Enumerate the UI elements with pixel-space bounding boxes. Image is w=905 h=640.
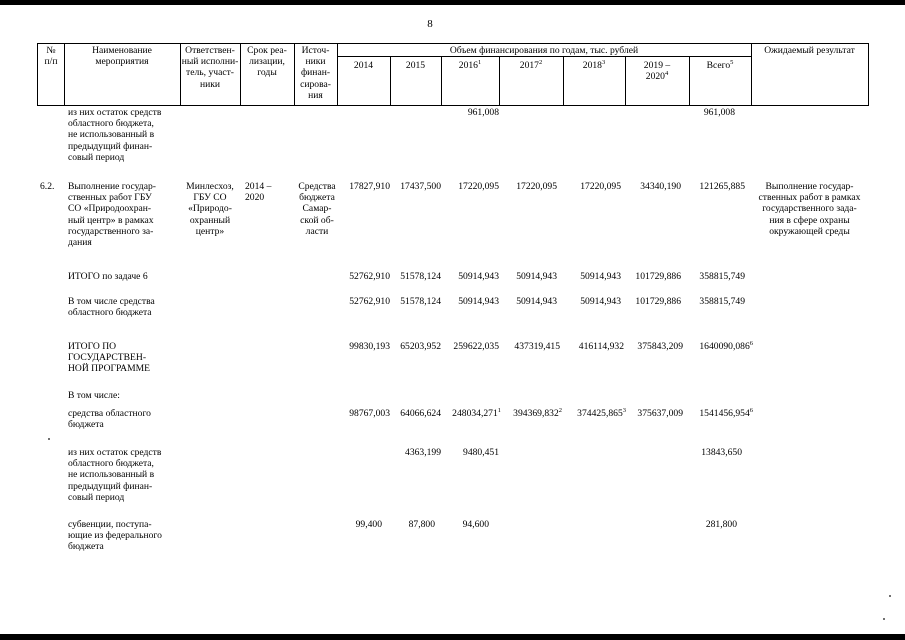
- footnote-ref: 2: [558, 406, 562, 414]
- footnote-ref: 6: [749, 406, 753, 414]
- cell-2016: 50914,943: [458, 296, 499, 307]
- cell-2018: 17220,095: [580, 181, 621, 192]
- footnote-ref: 6: [749, 339, 753, 347]
- row-expected-result: Выполнение государ- ственных работ в рамках государственного зада- ния в сфере охраны окружающей среды: [758, 181, 861, 237]
- header-total: Всего$^5$: [706, 58, 734, 71]
- scan-speck: [889, 595, 891, 597]
- header-num: № п/п: [44, 45, 58, 68]
- header-name: Наименование мероприятия: [92, 45, 152, 68]
- footnote-ref: 2: [538, 58, 543, 66]
- cell-2014: 99,400: [355, 519, 382, 530]
- cell-2016: 50914,943: [458, 271, 499, 282]
- row-name: В том числе:: [68, 390, 120, 401]
- header-expected-result: Ожидаемый результат: [764, 45, 855, 56]
- cell-2017: 50914,943: [516, 271, 557, 282]
- cell-total: 358815,749: [699, 296, 745, 307]
- row-name: ИТОГО ПО ГОСУДАРСТВЕН- НОЙ ПРОГРАММЕ: [68, 341, 150, 375]
- row-period: 2014 – 2020: [245, 181, 272, 204]
- header-responsible: Ответствен- ный исполни- тель, участ- ники: [181, 45, 239, 90]
- row-name: Выполнение государ- ственных работ ГБУ СО «Природоохран- ный центр» в рамках государственного за- дания: [68, 181, 156, 249]
- cell-2016: 9480,451: [463, 447, 499, 458]
- cell-total: 1640090,086$^6$: [699, 339, 753, 352]
- header-year-2019-2020: 2019 – 2020$^4$: [643, 60, 671, 83]
- cell-2019-2020: 101729,886: [635, 296, 681, 307]
- row-name: ИТОГО по задаче 6: [68, 271, 148, 282]
- row-name: средства областного бюджета: [68, 408, 151, 431]
- cell-2015: 4363,199: [405, 447, 441, 458]
- cell-2016: 961,008: [467, 107, 499, 118]
- header-year-2017: 2017$^2$: [519, 58, 543, 71]
- row-name: субвенции, поступа- ющие из федерального бюджета: [68, 519, 162, 553]
- cell-2017: 437319,415: [514, 341, 560, 352]
- cell-2014: 17827,910: [349, 181, 390, 192]
- cell-2018: 374425,865$^3$: [577, 406, 626, 419]
- cell-2016: 259622,035: [453, 341, 499, 352]
- header-year-2014: 2014: [353, 60, 374, 71]
- row-responsible: Минлесхоз, ГБУ СО «Природо- охранный центр»: [186, 181, 234, 237]
- footnote-ref: 1: [497, 406, 501, 414]
- cell-2014: 52762,910: [349, 271, 390, 282]
- scan-speck: [48, 438, 50, 440]
- cell-total: 358815,749: [699, 271, 745, 282]
- footnote-ref: 1: [477, 58, 482, 66]
- header-year-2016: 2016$^1$: [458, 58, 482, 71]
- header-funding-title: Объем финансирования по годам, тыс. рублей: [449, 45, 639, 56]
- page-number: 8: [427, 18, 433, 30]
- cell-2017: 17220,095: [516, 181, 557, 192]
- cell-total: 961,008: [703, 107, 735, 118]
- row-name: из них остаток средств областного бюджета, не использованный в предыдущий финан- совый период: [68, 447, 162, 503]
- cell-2016: 17220,095: [458, 181, 499, 192]
- footnote-ref: 4: [664, 70, 669, 78]
- cell-2015: 87,800: [408, 519, 435, 530]
- cell-2016: 248034,271$^1$: [452, 406, 501, 419]
- cell-2014: 98767,003: [349, 408, 390, 419]
- cell-2015: 51578,124: [400, 296, 441, 307]
- cell-2019-2020: 375637,009: [637, 408, 683, 419]
- cell-2015: 17437,500: [400, 181, 441, 192]
- scan-speck: [883, 618, 885, 620]
- header-year-2015: 2015: [405, 60, 426, 71]
- cell-2018: 50914,943: [580, 296, 621, 307]
- footnote-ref: 5: [730, 58, 734, 66]
- cell-total: 121265,885: [699, 181, 745, 192]
- cell-total: 13843,650: [701, 447, 742, 458]
- cell-2019-2020: 101729,886: [635, 271, 681, 282]
- cell-2018: 50914,943: [580, 271, 621, 282]
- cell-2017: 394369,832$^2$: [513, 406, 562, 419]
- cell-2015: 64066,624: [400, 408, 441, 419]
- cell-2015: 51578,124: [400, 271, 441, 282]
- header-sources: Источ- ники финан- сирова- ния: [300, 45, 331, 101]
- cell-2019-2020: 34340,190: [640, 181, 681, 192]
- cell-2017: 50914,943: [516, 296, 557, 307]
- cell-2014: 52762,910: [349, 296, 390, 307]
- row-number: 6.2.: [40, 181, 55, 192]
- cell-2019-2020: 375843,209: [637, 341, 683, 352]
- cell-2015: 65203,952: [400, 341, 441, 352]
- cell-2018: 416114,932: [578, 341, 624, 352]
- cell-total: 1541456,954$^6$: [699, 406, 753, 419]
- cell-total: 281,800: [705, 519, 737, 530]
- row-name: В том числе средства областного бюджета: [68, 296, 155, 319]
- cell-2014: 99830,193: [349, 341, 390, 352]
- row-name: из них остаток средств областного бюджета, не использованный в предыдущий финан- совый период: [68, 107, 162, 163]
- header-year-2018: 2018$^3$: [582, 58, 606, 71]
- header-period: Срок реа- лизации, годы: [247, 45, 287, 79]
- footnote-ref: 3: [622, 406, 626, 414]
- cell-2016: 94,600: [462, 519, 489, 530]
- row-sources: Средства бюджета Самар- ской об- ласти: [298, 181, 336, 237]
- footnote-ref: 3: [601, 58, 606, 66]
